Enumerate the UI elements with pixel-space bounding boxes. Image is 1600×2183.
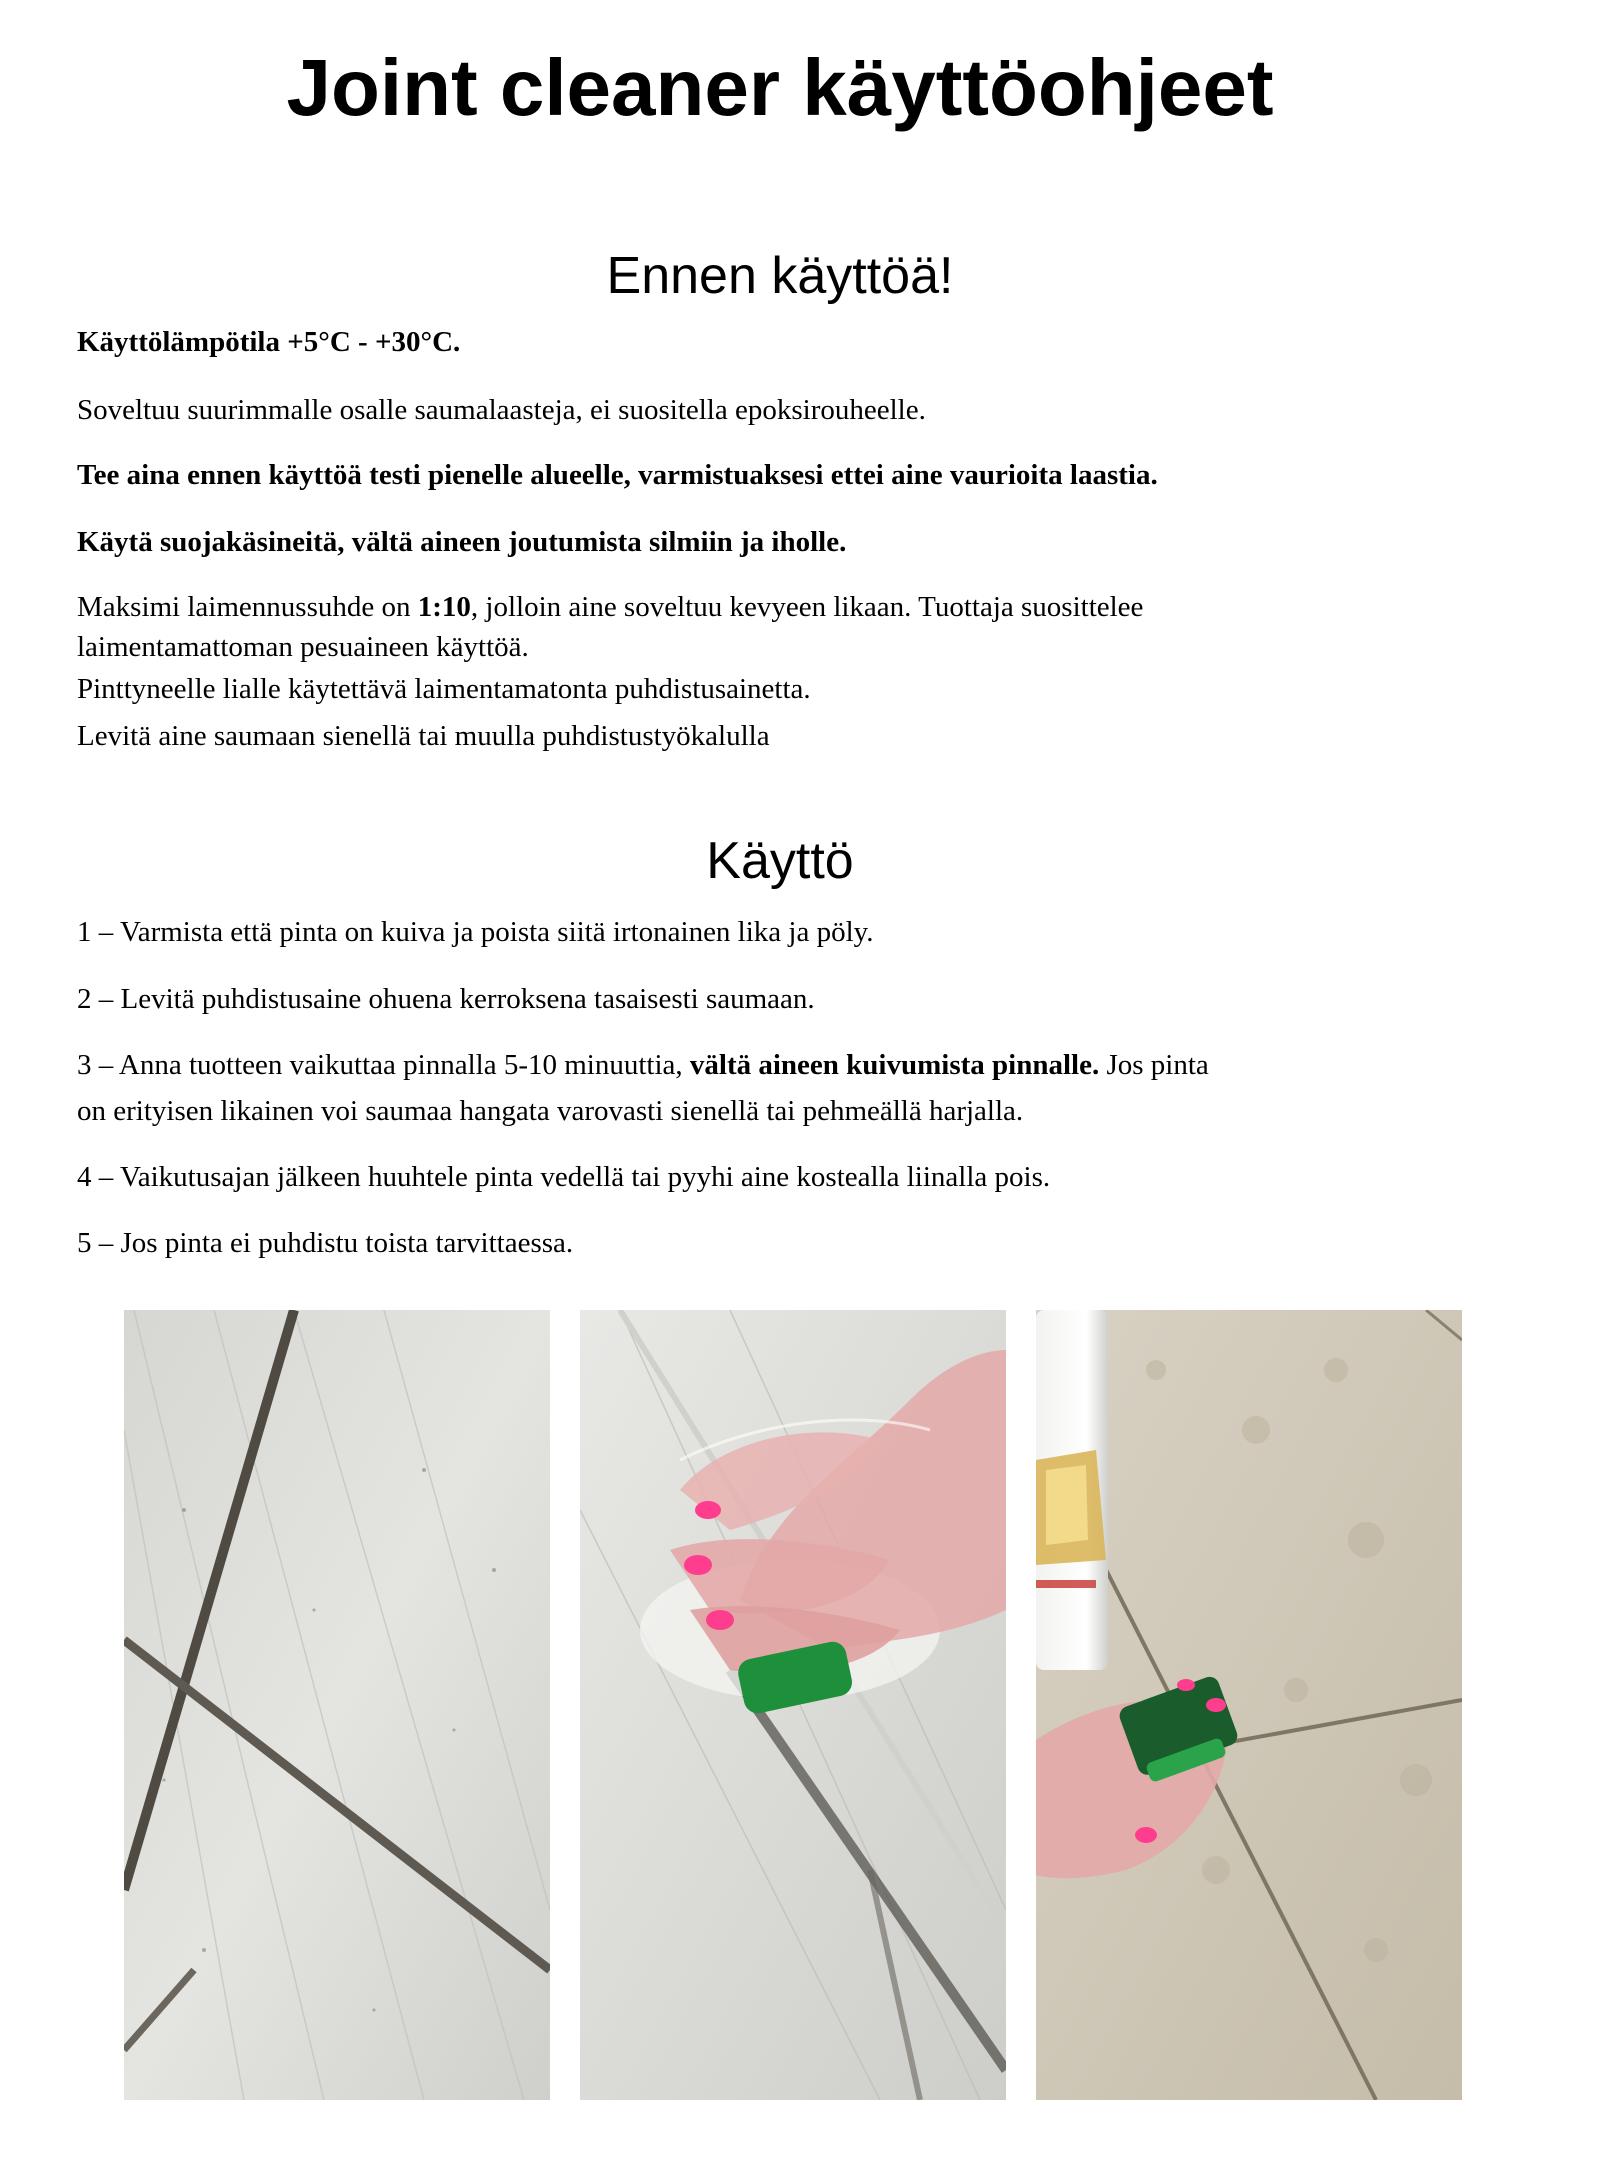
test-warning: Tee aina ennen käyttöä testi pienelle alueelle, varmistuaksesi ettei aine vaurioita laastia. bbox=[77, 459, 1158, 491]
usage-step-3-line-2: on erityisen likainen voi saumaa hangata varovasti sienellä tai pehmeällä harjalla. bbox=[77, 1095, 1024, 1127]
step-3-text-end: Jos pinta bbox=[1099, 1049, 1209, 1081]
dilution-ratio: 1:10 bbox=[417, 591, 471, 623]
usage-step-4: 4 – Vaikutusajan jälkeen huuhtele pinta vedellä tai pyyhi aine kostealla liinalla pois. bbox=[77, 1161, 1051, 1193]
step-3-bold-text: vältä aineen kuivumista pinnalle. bbox=[689, 1049, 1100, 1081]
dilution-text-start: Maksimi laimennussuhde on bbox=[77, 591, 418, 623]
before-use-heading: Ennen käyttöä! bbox=[606, 247, 954, 305]
photo-spray-bottle-sponge bbox=[1036, 1310, 1462, 2100]
stubborn-dirt-note: Pinttyneelle lialle käytettävä laimentamatonta puhdistusainetta. bbox=[77, 673, 811, 705]
step-3-text-start: 3 – Anna tuotteen vaikuttaa pinnalla 5-10 minuuttia, bbox=[77, 1049, 690, 1081]
apply-note: Levitä aine saumaan sienellä tai muulla puhdistustyökalulla bbox=[77, 720, 770, 752]
suitability-note: Soveltuu suurimmalle osalle saumalaasteja, ei suositella epoksirouheelle. bbox=[77, 394, 926, 426]
usage-step-3 bbox=[77, 1045, 1477, 1086]
gloves-warning: Käytä suojakäsineitä, vältä aineen joutumista silmiin ja iholle. bbox=[77, 526, 847, 558]
dilution-line-2: laimentamattoman pesuaineen käyttöä. bbox=[77, 631, 529, 663]
usage-heading: Käyttö bbox=[706, 832, 854, 890]
dilution-text-end: , jolloin aine soveltuu kevyeen likaan. Tuottaja suosittelee bbox=[470, 591, 1144, 623]
photo-dirty-grout bbox=[124, 1310, 550, 2100]
photo-gloved-hand-sponge bbox=[580, 1310, 1006, 2100]
page-title: Joint cleaner käyttöohjeet bbox=[286, 43, 1274, 132]
usage-step-5: 5 – Jos pinta ei puhdistu toista tarvittaessa. bbox=[77, 1227, 574, 1259]
temperature-note: Käyttölämpötila +5°C - +30°C. bbox=[77, 326, 461, 358]
usage-step-2: 2 – Levitä puhdistusaine ohuena kerroksena tasaisesti saumaan. bbox=[77, 983, 815, 1015]
dilution-paragraph bbox=[77, 587, 1477, 628]
usage-step-1: 1 – Varmista että pinta on kuiva ja poista siitä irtonainen lika ja pöly. bbox=[77, 916, 874, 948]
